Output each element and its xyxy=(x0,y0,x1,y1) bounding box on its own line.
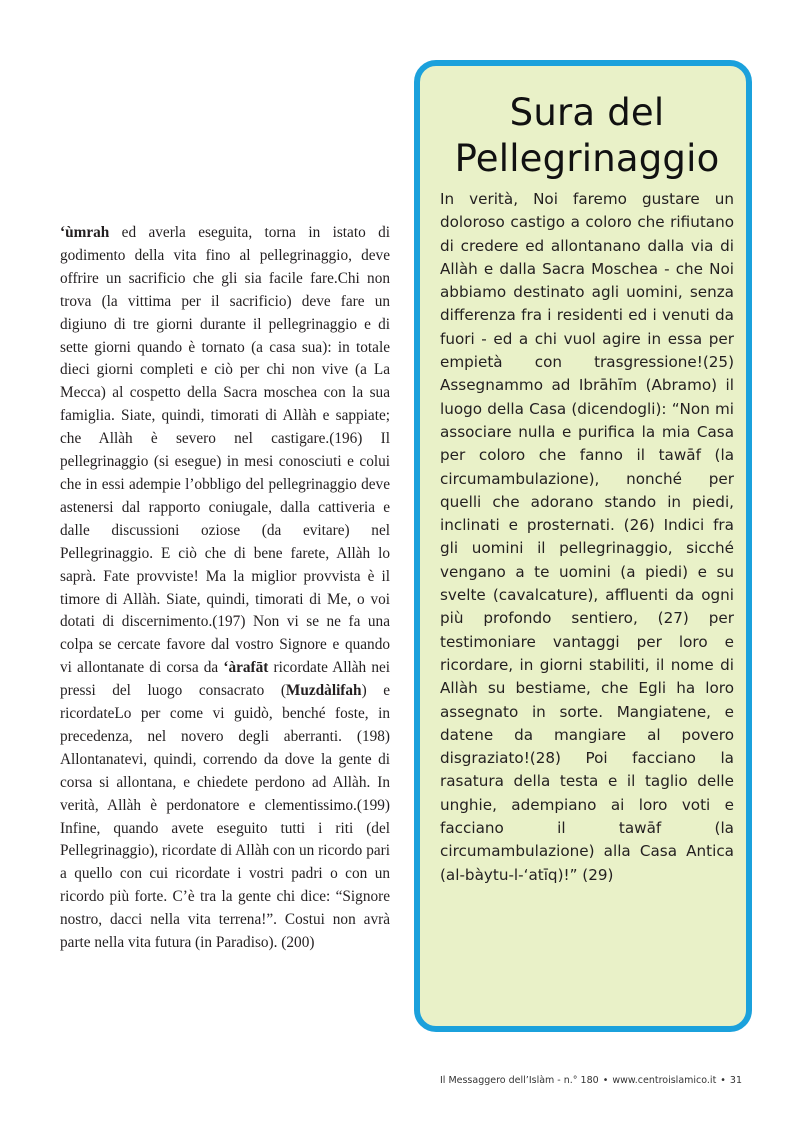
footer-bullet-2: • xyxy=(720,1075,726,1086)
sidebar-body-text: In verità, Noi faremo gustare un doloroso castigo a coloro che rifiutano di credere ed allontanano dalla via di Allàh e dalla Sacra Moschea - che Noi abbiamo destinato agli uomini, senza differenza fra i residenti ed i venuti da fuori - ed a chi vuol agire in essa per empietà con trasgressione!(25) Assegnammo ad Ibrāhīm (Abramo) il luogo della Casa (dicendogli): “Non mi associare nulla e purifica la mia Casa per coloro che fanno il tawāf (la circumambulazione), nonché per quelli che adorano stando in piedi, inclinati e prosternati. (26) Indici fra gli uomini il pellegrinaggio, sicché vengano a te uomini (a piedi) e su svelte (cavalcature), affluenti da ogni più profondo sentiero, (27) per testimoniare vantaggi per loro e ricordare, in giorni stabiliti, il nome di Allàh su bestiame, che Egli ha loro assegnato in sorte. Mangiatene, e datene da mangiare al povero disgraziato!(28) Poi facciano la rasatura della testa e il taglio delle unghie, adempiano ai loro voti e facciano il tawāf (la circumambulazione) alla Casa Antica (al-bàytu-l-‘atīq)!” (29) xyxy=(440,190,734,884)
term-muzdalifah: Muzdàlifah xyxy=(285,682,362,700)
footer-website: www.centroislamico.it xyxy=(612,1075,717,1086)
text-segment-2: ricordate Allàh nei pressi del luogo consacrato ( xyxy=(60,659,391,700)
text-segment-1: ed averla eseguita, torna in istato di godimento della vita fino al pellegrinaggio, deve offrire un sacrificio che gli sia facile fare.Chi non trova (la vittima per il sacrificio) deve fare un digiuno di tre giorni durante il pellegrinaggio e di sette giorni quando è tornato (a casa sua): in totale dieci giorni completi e ciò per chi non vive (a La Mecca) al cospetto della Sacra moschea con la sua famiglia. Siate, quindi, timorati di Allàh e sappiate; che Allàh è severo nel castigare.(196) Il pellegrinaggio (si esegue) in mesi conosciuti e colui che in essi adempie l’obbligo del pellegrinaggio deve astenersi dal rapporto coniugale, dalla cattiveria e dalle discussioni oziose (da evitare) nel Pellegrinaggio. E ciò che di bene farete, Allàh lo saprà. Fate provviste! Ma la miglior provvista è il timore di Allàh. Siate, quindi, timorati di Me, o voi dotati di discernimento.(197) Non vi se ne fa una colpa se cercate favore dal vostro Signore e quando vi allontanate di corsa da xyxy=(60,224,390,677)
sura-sidebar-box xyxy=(414,60,752,1032)
term-umrah: ‘ùmrah xyxy=(60,224,110,241)
footer-magazine: Il Messaggero dell’Islàm - n.° 180 xyxy=(439,1075,599,1086)
sidebar-title xyxy=(440,90,734,182)
sidebar-title-line-2: Pellegrinaggio xyxy=(454,137,720,180)
sidebar-title-line-1: Sura del xyxy=(509,91,665,134)
text-segment-3: ) e ricordateLo per come vi guidò, benché foste, in precedenza, nel novero degli aberranti. (198) Allontanatevi, quindi, correndo da dove la gente di corsa si allontana, e chiedete perdono ad Allàh. In verità, Allàh è perdonatore e clementissimo.(199) Infine, quando avete eseguito tutti i riti (del Pellegrinaggio), ricordate di Allàh con un ricordo pari a quello con cui ricordate i vostri padri o con un ricordo più forte. C’è tra la gente chi dice: “Signore nostro, dacci nella vita terrena!”. Costui non avrà parte nella vita futura (in Paradiso). (200) xyxy=(60,682,390,952)
term-arafat: ‘àrafāt xyxy=(223,659,269,677)
main-text-column xyxy=(60,222,390,955)
page-number: 31 xyxy=(729,1075,742,1086)
footer-bullet-1: • xyxy=(602,1075,609,1086)
page-footer xyxy=(440,1075,742,1086)
